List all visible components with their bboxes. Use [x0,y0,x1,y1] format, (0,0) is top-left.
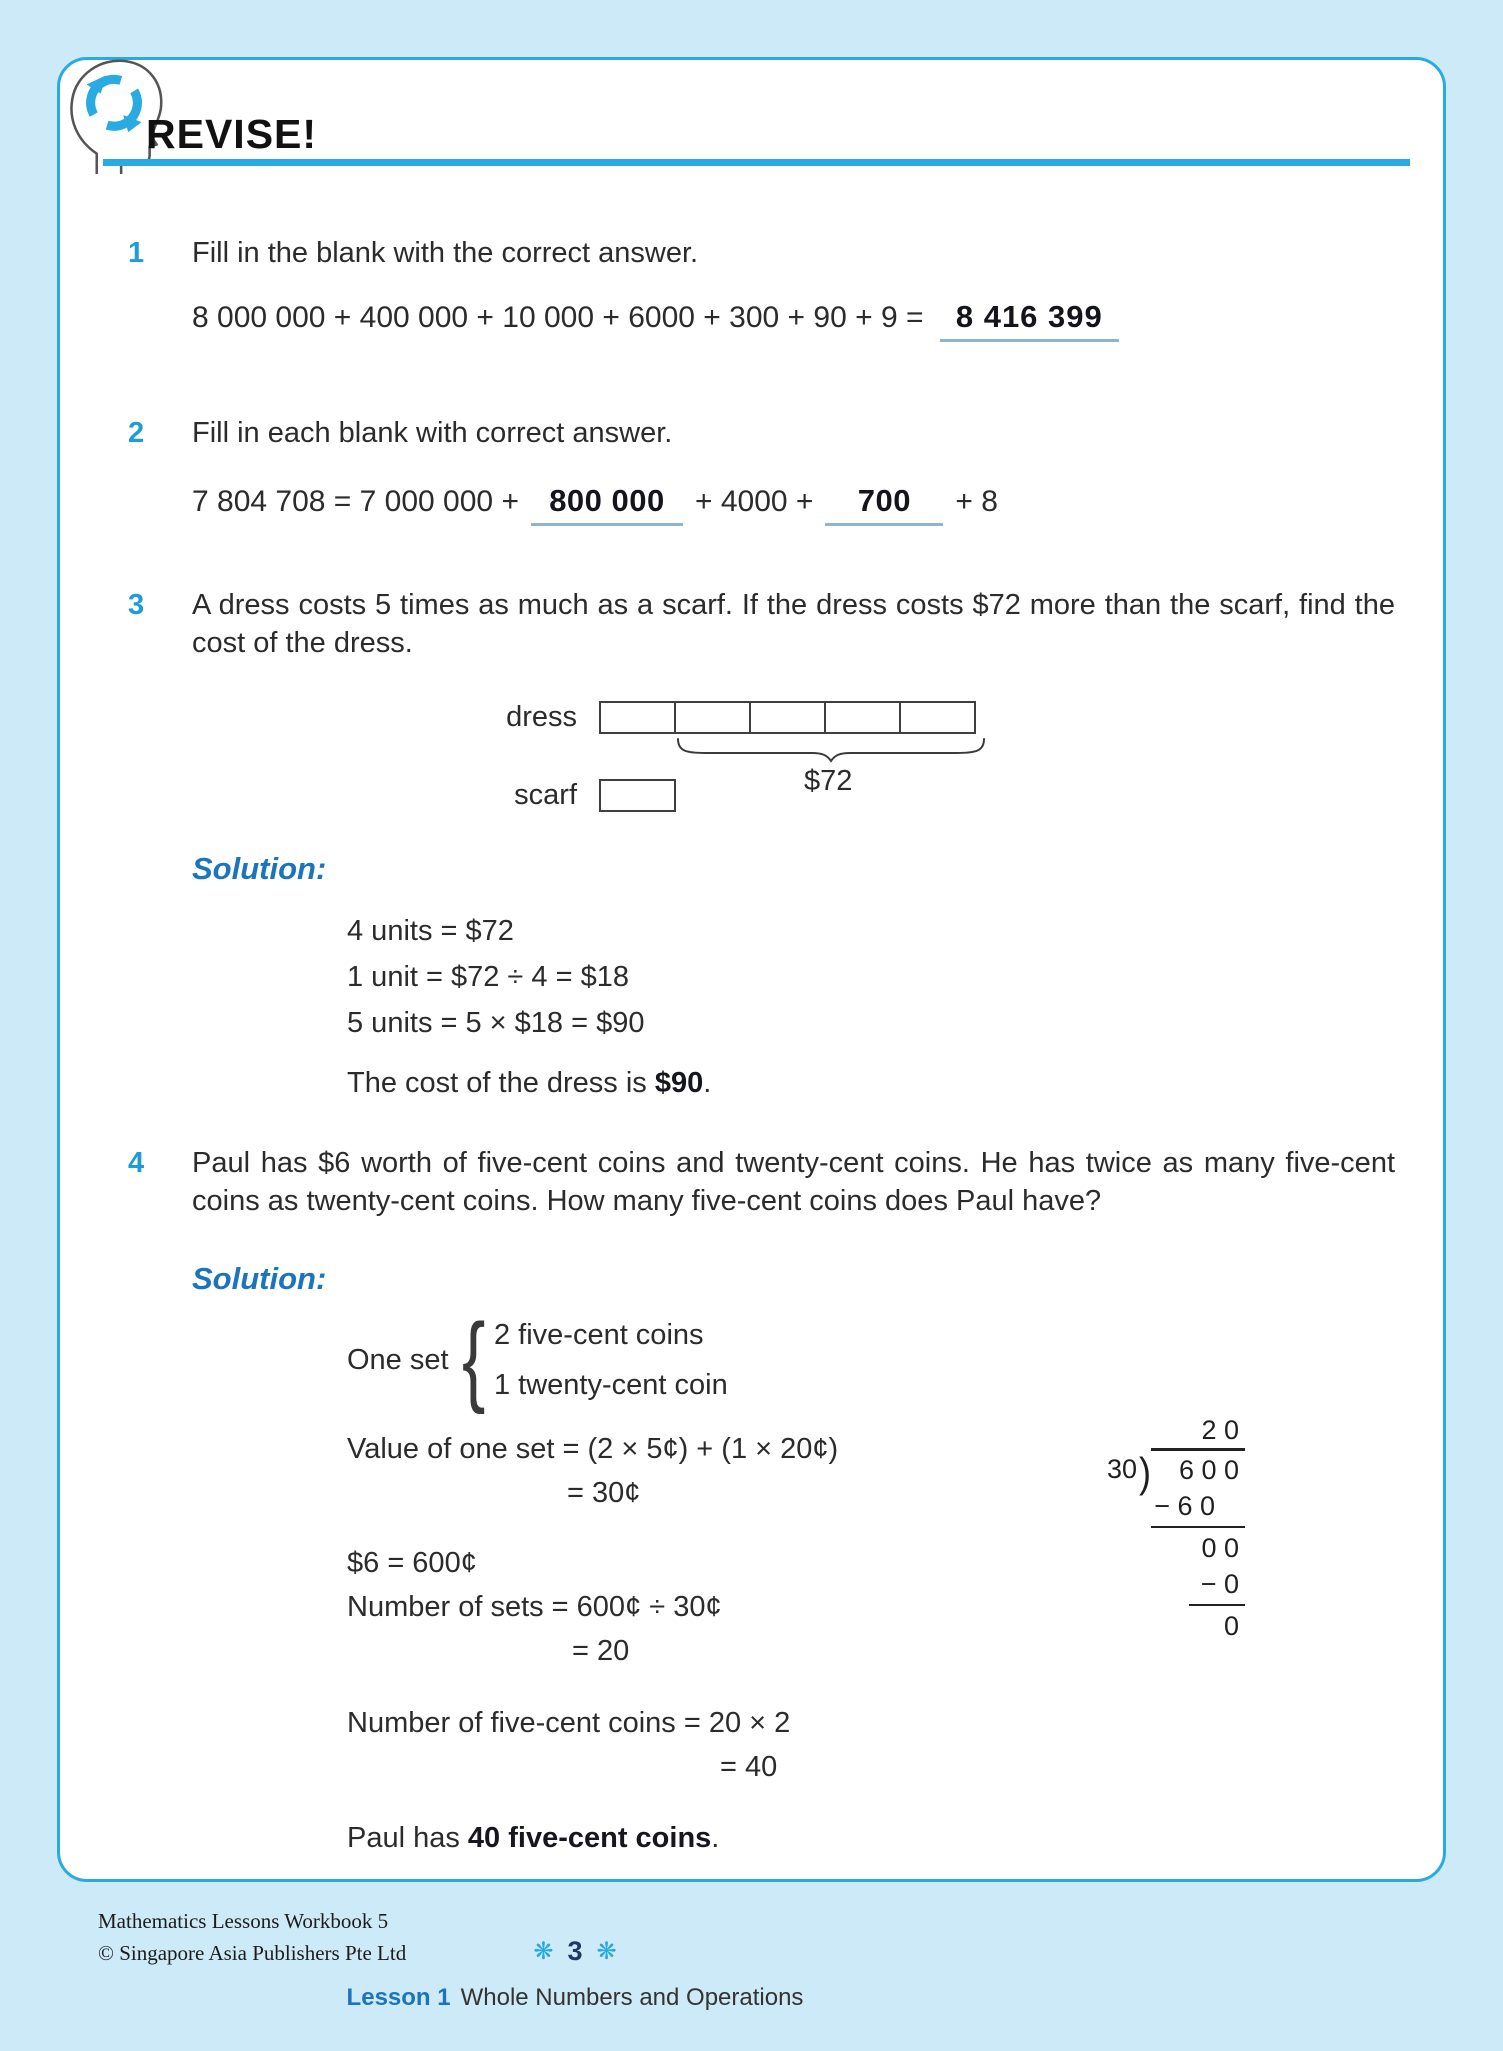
page-number-block [533,1936,616,1967]
worksheet-sheet [57,57,1446,1882]
book-title: Mathematics Lessons Workbook 5 [98,1909,389,1933]
scarf-bar-row [492,776,676,814]
one-set-group [347,1303,1395,1415]
equation-part-1: 7 804 708 = 7 000 000 + [192,485,519,518]
conclusion-text: Paul has [347,1822,468,1854]
solution-working [192,908,1395,1046]
conclusion-period: . [711,1822,720,1854]
lesson-number: Lesson 1 [346,1984,451,2011]
division-divisor: 30 [1106,1454,1137,1484]
dress-unit-cell [899,701,976,734]
header-rule [103,159,1410,166]
publisher-info [98,1906,406,1969]
working-line: 1 unit = $72 ÷ 4 = $18 [347,961,629,993]
division-bracket-icon: ) [1139,1448,1151,1496]
answer-blank-filled[interactable]: 8 416 399 [940,298,1119,342]
set-item: 1 twenty-cent coin [493,1368,728,1401]
equation-part-2: + 4000 + [694,485,814,518]
question-4-text: Paul has $6 worth of five-cent coins and twenty-cent coins. He has twice as many five-cent coins as twenty-cent coins. How many five-cent coins does Paul have? [192,1147,1395,1217]
division-subtract-1: − 6 0 [1151,1488,1245,1528]
question-2-equation [192,482,1395,526]
dress-unit-cell [749,701,826,734]
equation-text: 8 000 000 + 400 000 + 10 000 + 6000 + 300 + 90 + 9 = [192,301,924,334]
dress-bar-row [492,698,976,736]
solution-label: Solution: [192,851,327,886]
question-1-text: Fill in the blank with the correct answer. [192,237,699,269]
division-subtract-2: − 0 [1189,1566,1245,1606]
dress-unit-cell [674,701,751,734]
scarf-unit-cell [599,779,676,812]
question-2 [60,414,1443,526]
copyright-line: © Singapore Asia Publishers Pte Ltd [98,1940,407,1965]
division-remainder-2: 0 [1223,1611,1239,1641]
lesson-reference [347,1984,804,2012]
page-title: REVISE! [146,111,318,157]
answer-blank-1[interactable]: 800 000 [531,482,683,526]
one-set-items [494,1316,728,1404]
solution-label: Solution: [192,1261,327,1296]
division-remainder-1: 0 0 [1201,1533,1239,1563]
equation-part-3: + 8 [955,485,998,518]
one-set-label: One set [347,1343,449,1376]
scarf-label: scarf [514,779,577,811]
snowflake-icon: ❋ [596,1938,617,1965]
working-line: = 40 [720,1751,778,1783]
scarf-bar [599,779,676,812]
division-quotient: 2 0 [1201,1415,1239,1445]
dress-unit-cell [824,701,901,734]
lesson-title: Whole Numbers and Operations [460,1984,804,2011]
working-line: 4 units = $72 [347,915,514,947]
brace-value-label: $72 [804,765,853,797]
question-4-number: 4 [128,1147,145,1179]
working-line: Value of one set = (2 × 5¢) + (1 × 20¢) [347,1433,839,1465]
brace-icon [676,735,986,761]
question-4 [60,1144,1443,1857]
question-3-number: 3 [128,589,145,621]
dress-unit-cell [599,701,676,734]
division-dividend: 6 0 0 [1151,1448,1245,1488]
bar-model-diagram [492,698,1395,814]
long-division-working [1091,1412,1245,1644]
question-2-text: Fill in each blank with correct answer. [192,417,673,449]
conclusion-period: . [703,1067,712,1099]
question-1-equation [192,298,1395,342]
solution-working [192,1303,1395,1857]
question-3-text: A dress costs 5 times as much as a scarf. If the dress costs $72 more than the scarf, find the cost of the dress. [192,589,1395,659]
working-line: Number of sets = 600¢ ÷ 30¢ [347,1591,722,1623]
working-line: $6 = 600¢ [347,1547,477,1579]
working-line: = 20 [572,1635,630,1667]
dress-label: dress [506,701,577,733]
page-number: 3 [567,1936,583,1966]
curly-brace-icon: { [461,1303,485,1415]
conclusion-statement [347,1819,1395,1857]
working-line: = 30¢ [567,1477,641,1509]
header [60,60,1443,172]
conclusion-answer: $90 [654,1067,704,1099]
working-line: 5 units = 5 × $18 = $90 [347,1007,645,1039]
question-1-number: 1 [128,237,145,269]
question-3 [60,586,1443,1102]
conclusion-answer: 40 five-cent coins [467,1822,712,1854]
question-1 [60,234,1443,342]
conclusion-statement [347,1064,1395,1102]
snowflake-icon: ❋ [533,1938,554,1965]
answer-blank-2[interactable]: 700 [825,482,943,526]
working-line: Number of five-cent coins = 20 × 2 [347,1707,791,1739]
dress-bar [599,701,976,734]
set-item: 2 five-cent coins [493,1318,704,1351]
question-2-number: 2 [128,417,145,449]
conclusion-text: The cost of the dress is [347,1067,655,1099]
page-footer [0,1896,1503,2046]
